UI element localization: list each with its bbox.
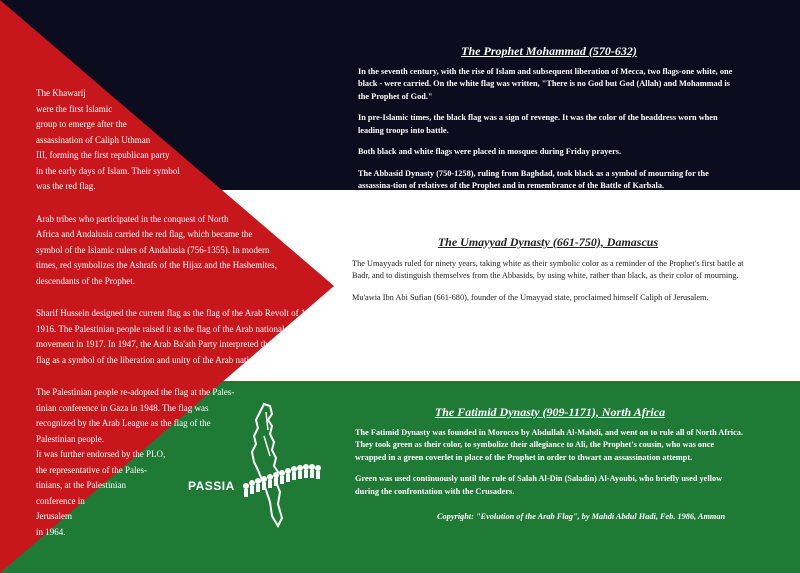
- prophet-paragraph-2: In pre-Islamic times, the black flag was a sign of revenge. It was the color of the headdress worn when leading troops into battle.: [358, 113, 718, 135]
- umayyad-paragraph-2: Mu'awia Ibn Abi Sufian (661-680), founder of the Umayyad state, proclaimed himself Caliph of Jerusalem.: [352, 292, 709, 302]
- prophet-title: The Prophet Mohammad (570-632): [461, 44, 637, 58]
- sharif-hussein-paragraph: Sharif Hussein designed the current flag as the flag of the Arab Revolt of 10 June 1916. The Palestinian people raised it as the flag of the Arab national movement in 1917. In 1947, the Arab Ba'ath Party interpreted the flag as a symbol of the liberation and unity of the Arab nation.: [36, 308, 329, 365]
- kharawij-paragraph: The Khawarij were the first Islamic group to emerge after the assassination of Caliph Uthman III, forming the first republican party in the early days of Islam. Their symbol was the red flag.: [36, 88, 180, 191]
- prophet-paragraph-1: In the seventh century, with the rise of Islam and subsequent liberation of Mecca, two flags-one white, one black - were carried. On the white flag was written, "There is no God but God (Allah) and Mohammad is the Prophet of God.": [358, 66, 733, 101]
- prophet-paragraph-3: Both black and white flags were placed in mosques during Friday prayers.: [358, 147, 622, 156]
- fatimid-title: The Fatimid Dynasty (909-1171), North Africa: [434, 405, 666, 419]
- palestinian-paragraph: The Palestinian people re-adopted the flag at the Pales- tinian conference in Gaza in 1948. The flag was recognized by the Arab League as the flag of the Palestinian people. It was further endorsed by the PLO, the representative of the Pales- tinians, at the Palestinian conference in Jerusalem in 1964.: [36, 387, 235, 537]
- fatimid-section: [355, 406, 745, 507]
- arab-tribes-paragraph: Arab tribes who participated in the conquest of North Africa and Andalusia carried the red flag, which became the symbol of the Islamic rulers of Andalusia (756-1355). In modern times, red symbolizes the Ashrafs of the Hijaz and the Hashemites, descendants of the Prophet.: [36, 213, 277, 286]
- fatimid-paragraph-2: Green was used continuously until the rule of Salah Al-Din (Saladin) Al-Ayoubi, who briefly used yellow during the confrontation with the Crusaders.: [355, 474, 723, 496]
- prophet-paragraph-4: The Abbasid Dynasty (750-1258), ruling from Baghdad, took black as a symbol of mourning for the assassina-tion of relatives of the Prophet and in remembrance of the Battle of Karbala.: [358, 168, 709, 190]
- copyright-line: Copyright: "Evolution of the Arab Flag", by Mahdi Abdul Hadi, Feb. 1986, Amman: [437, 512, 726, 521]
- palestine-map-icon: [186, 400, 332, 530]
- fatimid-paragraph-1: The Fatimid Dynasty was founded in Morocco by Abdullah Al-Mahdi, and went on to rule all of North Africa. They took green as their color, to symbolize their allegiance to Ali, the Prophet's cousin, who was once wrapped in a green coverlet in place of the Prophet in order to thwart an assassination attempt.: [355, 427, 743, 462]
- umayyad-section: [352, 236, 744, 313]
- passia-logo-text: PASSIA: [188, 479, 235, 493]
- umayyad-title: The Umayyad Dynasty (661-750), Damascus: [437, 235, 659, 249]
- prophet-section: [358, 45, 740, 202]
- umayyad-paragraph-1: The Umayyads ruled for ninety years, taking white as their symbolic color as a reminder of the Prophet's first battle at Badr, and to distinguish themselves from the Abbasids, by using white, rather than black, as their color of mourning.: [352, 258, 744, 280]
